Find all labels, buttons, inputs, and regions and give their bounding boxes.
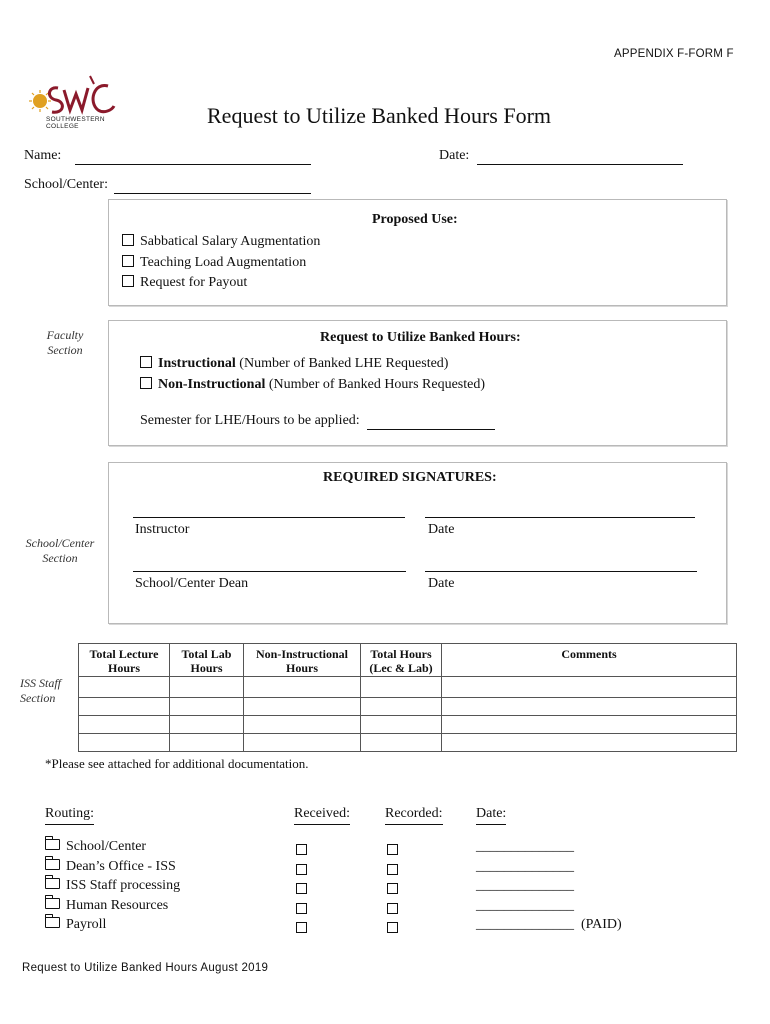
date-blank[interactable]: ______________ <box>476 897 574 913</box>
received-checkbox[interactable] <box>296 844 307 855</box>
semester-field[interactable]: Semester for LHE/Hours to be applied: <box>140 413 495 430</box>
paid-label: (PAID) <box>581 917 622 932</box>
col-total-lecture: Total Lecture Hours <box>79 644 170 677</box>
table-row[interactable] <box>79 734 737 752</box>
date-header: Date: <box>476 804 506 825</box>
school-label: School/Center: <box>24 177 108 192</box>
recorded-checkbox[interactable] <box>387 922 398 933</box>
checkbox[interactable] <box>122 275 134 287</box>
instructor-label: Instructor <box>135 522 190 537</box>
faculty-box <box>108 320 727 446</box>
routing-dates <box>476 837 622 935</box>
date-blank[interactable]: ______________ <box>476 858 574 874</box>
name-field[interactable] <box>24 148 311 165</box>
name-label: Name: <box>24 148 62 163</box>
date-blank[interactable]: ______________ <box>476 839 574 854</box>
col-comments: Comments <box>442 644 737 677</box>
option-instructional[interactable]: Instructional (Number of Banked LHE Requested) <box>140 354 485 375</box>
signatures-box <box>108 462 727 624</box>
school-center-section-label: School/Center Section <box>25 536 95 565</box>
option-teaching-load[interactable]: Teaching Load Augmentation <box>122 253 320 274</box>
folder-icon <box>45 898 60 909</box>
routing-item-iss-staff: ISS Staff processing <box>45 876 180 896</box>
checkbox[interactable] <box>140 377 152 389</box>
recorded-checkbox[interactable] <box>387 883 398 894</box>
school-field[interactable] <box>24 177 311 194</box>
recorded-header: Recorded: <box>385 804 443 825</box>
proposed-use-box <box>108 199 727 306</box>
checkbox[interactable] <box>122 234 134 246</box>
table-row[interactable] <box>79 677 737 698</box>
received-checkbox[interactable] <box>296 903 307 914</box>
recorded-checkbox[interactable] <box>387 864 398 875</box>
footer-text: Request to Utilize Banked Hours August 2019 <box>22 962 269 974</box>
folder-icon <box>45 859 60 870</box>
table-row[interactable] <box>79 716 737 734</box>
option-sabbatical[interactable]: Sabbatical Salary Augmentation <box>122 232 320 253</box>
school-input-line[interactable] <box>114 177 311 194</box>
date-label-1: Date <box>428 522 455 537</box>
folder-icon <box>45 839 60 850</box>
proposed-use-heading: Proposed Use: <box>372 212 458 227</box>
date-input-line[interactable] <box>477 148 683 165</box>
received-checkboxes <box>296 841 307 939</box>
instructor-date-line[interactable] <box>425 517 695 518</box>
recorded-checkbox[interactable] <box>387 903 398 914</box>
received-header: Received: <box>294 804 350 825</box>
swc-logo <box>28 72 138 130</box>
option-non-instructional[interactable]: Non-Instructional (Number of Banked Hours Requested) <box>140 375 485 396</box>
semester-input-line[interactable] <box>367 413 495 430</box>
recorded-checkbox[interactable] <box>387 844 398 855</box>
appendix-label: APPENDIX F-FORM F <box>614 48 734 60</box>
routing-item-deans-office: Dean’s Office - ISS <box>45 857 180 877</box>
received-checkbox[interactable] <box>296 883 307 894</box>
college-name: SOUTHWESTERN COLLEGE <box>46 116 105 130</box>
received-checkbox[interactable] <box>296 864 307 875</box>
dean-signature-line[interactable] <box>133 571 406 572</box>
col-total-hours: Total Hours (Lec & Lab) <box>361 644 442 677</box>
table-row[interactable] <box>79 698 737 716</box>
dean-label: School/Center Dean <box>135 576 249 591</box>
option-payout[interactable]: Request for Payout <box>122 273 320 294</box>
routing-list <box>45 837 180 935</box>
proposed-use-options <box>122 232 320 294</box>
folder-icon <box>45 878 60 889</box>
routing-item-hr: Human Resources <box>45 896 180 916</box>
received-checkbox[interactable] <box>296 922 307 933</box>
form-title: Request to Utilize Banked Hours Form <box>207 103 552 128</box>
routing-header: Routing: <box>45 804 94 825</box>
recorded-checkboxes <box>387 841 398 939</box>
iss-staff-section-label: ISS Staff Section <box>20 676 61 705</box>
date-blank[interactable]: ______________ <box>476 878 574 893</box>
date-label-2: Date <box>428 576 455 591</box>
checkbox[interactable] <box>122 255 134 267</box>
folder-icon <box>45 917 60 928</box>
dean-date-line[interactable] <box>425 571 697 572</box>
instructor-signature-line[interactable] <box>133 517 405 518</box>
col-total-lab: Total Lab Hours <box>170 644 244 677</box>
name-input-line[interactable] <box>75 148 311 165</box>
attachment-footnote: *Please see attached for additional documentation. <box>45 756 309 771</box>
faculty-section-label: Faculty Section <box>46 328 84 357</box>
routing-item-school-center: School/Center <box>45 837 180 857</box>
routing-item-payroll: Payroll <box>45 915 180 935</box>
date-blank-payroll[interactable]: ______________ (PAID) <box>476 917 622 932</box>
checkbox[interactable] <box>140 356 152 368</box>
col-non-instructional: Non-Instructional Hours <box>244 644 361 677</box>
date-label: Date: <box>439 148 470 163</box>
banked-hours-heading: Request to Utilize Banked Hours: <box>320 330 521 345</box>
signatures-heading: REQUIRED SIGNATURES: <box>323 470 497 485</box>
date-field[interactable] <box>439 148 683 165</box>
iss-staff-table <box>78 643 737 752</box>
